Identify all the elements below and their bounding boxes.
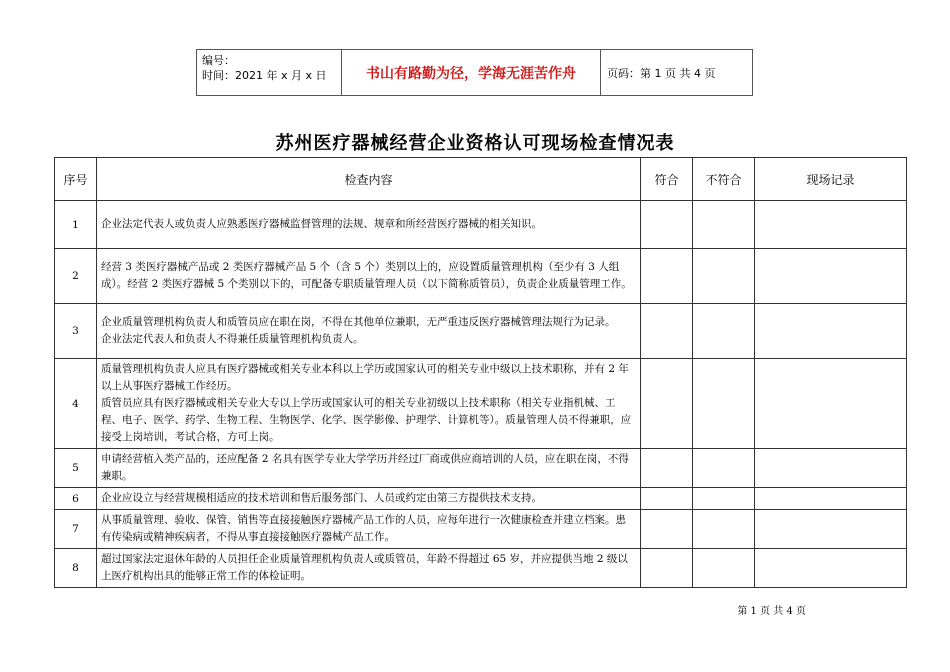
record-cell[interactable] (755, 304, 907, 359)
table-row (55, 304, 907, 359)
column-header-compliant: 符合 (641, 158, 693, 201)
row-content (97, 249, 641, 304)
content-line: 经营 3 类医疗器械产品或 2 类医疗器械产品 5 个（含 5 个）类别以上的，应设置质量管理机构（至少有 3 人组成）。经营 2 类医疗器械 5 个类别以下的，可配备专职质量管理人员（以下简称质管员），负责企业质量管理工作。 (101, 261, 632, 290)
doc-time-label: 时间：2021 年 x 月 x 日 (202, 69, 327, 82)
column-header-noncompliant: 不符合 (693, 158, 755, 201)
row-content (97, 549, 641, 588)
row-number: 7 (55, 510, 97, 549)
table-row (55, 249, 907, 304)
document-title: 苏州医疗器械经营企业资格认可现场检查情况表 (275, 133, 675, 154)
record-cell[interactable] (755, 359, 907, 449)
row-content (97, 304, 641, 359)
row-number: 2 (55, 249, 97, 304)
row-number: 8 (55, 549, 97, 588)
record-cell[interactable] (755, 201, 907, 249)
table-row (55, 359, 907, 449)
inspection-table (54, 157, 907, 588)
table-row (55, 510, 907, 549)
noncompliant-cell[interactable] (693, 449, 755, 488)
header-meta (197, 50, 342, 95)
compliant-cell[interactable] (641, 510, 693, 549)
compliant-cell[interactable] (641, 359, 693, 449)
noncompliant-cell[interactable] (693, 549, 755, 588)
noncompliant-cell[interactable] (693, 201, 755, 249)
row-content (97, 201, 641, 249)
compliant-cell[interactable] (641, 488, 693, 510)
table-row (55, 488, 907, 510)
page-header-box (196, 49, 753, 96)
compliant-cell[interactable] (641, 201, 693, 249)
column-header-record: 现场记录 (755, 158, 907, 201)
record-cell[interactable] (755, 549, 907, 588)
noncompliant-cell[interactable] (693, 359, 755, 449)
compliant-cell[interactable] (641, 449, 693, 488)
table-header-row (55, 158, 907, 201)
row-number: 3 (55, 304, 97, 359)
noncompliant-cell[interactable] (693, 488, 755, 510)
doc-number-label: 编号： (202, 54, 235, 67)
row-number: 1 (55, 201, 97, 249)
column-header-content: 检查内容 (97, 158, 641, 201)
compliant-cell[interactable] (641, 304, 693, 359)
noncompliant-cell[interactable] (693, 249, 755, 304)
row-number: 4 (55, 359, 97, 449)
column-header-number: 序号 (55, 158, 97, 201)
header-motto: 书山有路勤为径，学海无涯苦作舟 (342, 50, 601, 95)
noncompliant-cell[interactable] (693, 510, 755, 549)
table-row (55, 201, 907, 249)
row-content (97, 510, 641, 549)
content-line: 企业质量管理机构负责人和质管员应在职在岗，不得在其他单位兼职，无严重违反医疗器械管理法规行为记录。 (101, 316, 616, 328)
page-footer: 第 1 页 共 4 页 (737, 606, 806, 617)
content-line: 从事质量管理、验收、保管、销售等直接接触医疗器械产品工作的人员，应每年进行一次健康检查并建立档案。患有传染病或精神疾病者，不得从事直接接触医疗器械产品工作。 (101, 514, 626, 543)
record-cell[interactable] (755, 249, 907, 304)
row-content (97, 488, 641, 510)
compliant-cell[interactable] (641, 549, 693, 588)
content-line: 申请经营植入类产品的，还应配备 2 名具有医学专业大学学历并经过厂商或供应商培训的人员，应在职在岗，不得兼职。 (101, 453, 629, 482)
compliant-cell[interactable] (641, 249, 693, 304)
noncompliant-cell[interactable] (693, 304, 755, 359)
content-line: 质量管理机构负责人应具有医疗器械或相关专业本科以上学历或国家认可的相关专业中级以上技术职称，并有 2 年以上从事医疗器械工作经历。 (101, 363, 629, 392)
content-line: 企业法定代表人和负责人不得兼任质量管理机构负责人。 (101, 333, 364, 345)
content-line: 超过国家法定退休年龄的人员担任企业质量管理机构负责人或质管员，年龄不得超过 65 岁，并应提供当地 2 级以上医疗机构出具的能够正常工作的体检证明。 (101, 553, 628, 582)
row-content (97, 449, 641, 488)
row-number: 6 (55, 488, 97, 510)
content-line: 企业应设立与经营规模相适应的技术培训和售后服务部门、人员或约定由第三方提供技术支持。 (101, 492, 542, 504)
record-cell[interactable] (755, 449, 907, 488)
record-cell[interactable] (755, 510, 907, 549)
content-line: 企业法定代表人或负责人应熟悉医疗器械监督管理的法规、规章和所经营医疗器械的相关知识。 (101, 218, 542, 230)
row-number: 5 (55, 449, 97, 488)
record-cell[interactable] (755, 488, 907, 510)
row-content (97, 359, 641, 449)
content-line: 质管员应具有医疗器械或相关专业大专以上学历或国家认可的相关专业初级以上技术职称（相关专业指机械、工程、电子、医学、药学、生物工程、生物医学、化学、医学影像、护理学、计算机等）。质量管理人员不得兼职，应接受上岗培训，考试合格，方可上岗。 (101, 397, 632, 443)
table-row (55, 549, 907, 588)
table-row (55, 449, 907, 488)
header-page-label: 页码：第 1 页 共 4 页 (607, 66, 716, 80)
